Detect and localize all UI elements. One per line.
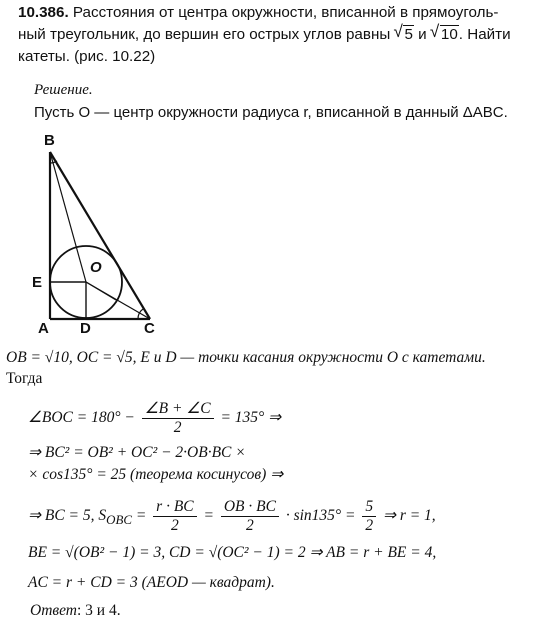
label-e: E bbox=[32, 274, 43, 291]
radius-to-hypotenuse bbox=[86, 282, 116, 300]
problem-text-1: Расстояния от центра окружности, вписанной в прямоуголь- bbox=[72, 4, 499, 21]
hypotenuse-bc bbox=[50, 152, 150, 319]
area-fraction-2: $\frac{OB \cdot BC}{2}$ bbox=[221, 498, 279, 535]
triangle-figure bbox=[20, 127, 170, 342]
sqrt-five: √ 5 bbox=[394, 24, 413, 46]
given-lengths: OB = √10, OC = √5, E и D — точки касания окружности O с катетами. bbox=[6, 349, 486, 366]
angle-fraction: $\frac{\angle B + \angle C}{2}$ bbox=[142, 400, 214, 437]
solution-intro: Пусть O — центр окружности радиуса r, вписанной в данный ΔABC. bbox=[34, 104, 508, 121]
label-a: A bbox=[38, 320, 49, 337]
problem-text-4: катеты. (рис. 10.22) bbox=[18, 48, 156, 65]
sqrt-ten: √ 10 bbox=[431, 24, 459, 46]
problem-statement bbox=[18, 2, 530, 68]
solution-label: Решение. bbox=[34, 82, 93, 98]
problem-number: 10.386. bbox=[18, 4, 69, 21]
area-line: ⇒ BC = 5, $S_{OBC}$ = $\frac{r \cdot BC}{2}$ = $\frac{OB \cdot BC}{2}$ · sin135° = $\frac{5}{2}$ ⇒ r = 1, bbox=[28, 498, 436, 534]
problem-text-3: . Найти bbox=[458, 26, 511, 43]
label-c: C bbox=[144, 320, 155, 337]
cosine-law-line-2: × cos135° = 25 (теорема косинусов) ⇒ bbox=[28, 466, 284, 483]
angle-boc-line: ∠BOC = 180° − $\frac{\angle B + \angle C}{2}$ = 135° ⇒ bbox=[28, 400, 282, 436]
answer-value: : 3 и 4. bbox=[76, 602, 121, 619]
answer bbox=[30, 602, 121, 620]
area-fraction-1: $\frac{r \cdot BC}{2}$ bbox=[153, 498, 196, 535]
cosine-law-line-1: ⇒ BC² = OB² + OC² − 2·OB·BC × bbox=[28, 444, 246, 461]
area-fraction-3: $\frac{5}{2}$ bbox=[362, 498, 376, 535]
legs-line: BE = √(OB² − 1) = 3, CD = √(OC² − 1) = 2 ⇒ AB = r + BE = 4, bbox=[28, 544, 437, 561]
square-line: AC = r + CD = 3 (AEOD — квадрат). bbox=[28, 574, 275, 591]
then-word: Тогда bbox=[6, 370, 43, 387]
problem-text-2: ный треугольник, до вершин его острых углов равны bbox=[18, 26, 391, 43]
answer-label: Ответ bbox=[30, 602, 77, 619]
conjunction: и bbox=[418, 26, 427, 43]
label-o: O bbox=[90, 259, 102, 276]
label-d: D bbox=[80, 320, 91, 337]
label-b: B bbox=[44, 132, 55, 149]
